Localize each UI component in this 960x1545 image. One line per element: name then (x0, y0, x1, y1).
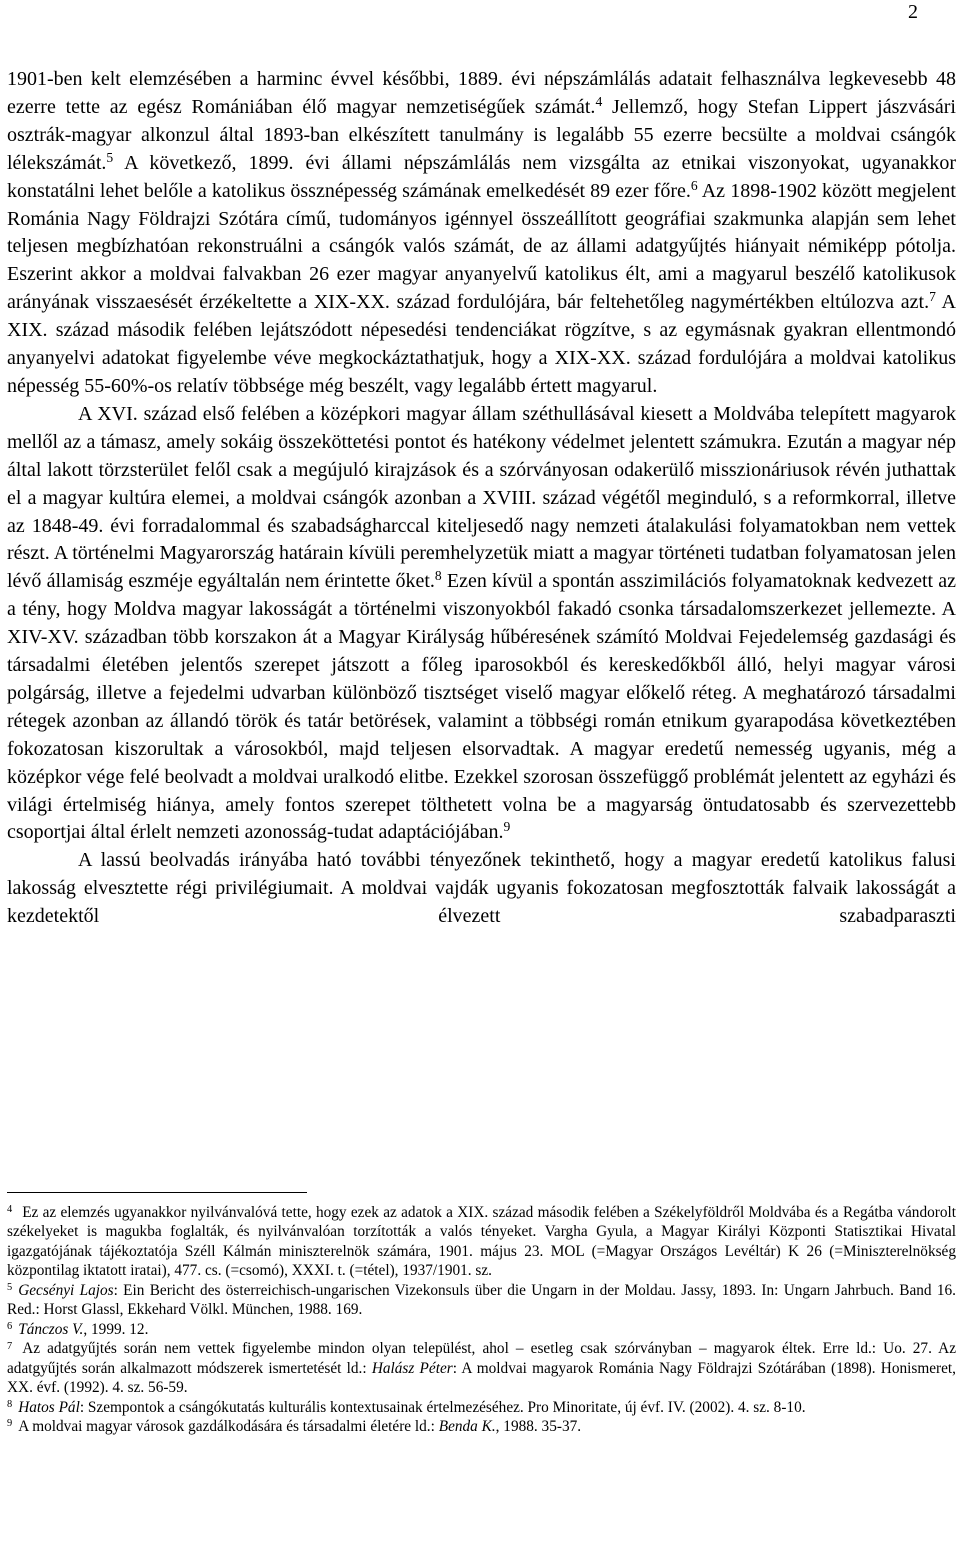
footnote-4-text: Ez az elemzés ugyanakkor nyilvánvalóvá tette, hogy ezek az adatok a XIX. század második felében a Székelyföldről Moldvába és a Regátba vándorolt székelyeket is magukba foglalták, és nyilvánvalóan torzították a valós tényeket. Vargha Gyula, a Magyar Királyi Központi Statisztikai Hivatal igazgatójának tájékoztatója Széll Kálmán miniszterelnök számára, 1901. május 23. MOL (=Magyar Országos Levéltár) K 26 (=Miniszterelnökség központilag iktatott iratai), 477. cs. (=csomó), XXXI. t. (=tétel), 1937/1901. sz. (7, 1204, 956, 1280)
p1-sentence-2: Jellemző, hogy Stefan Lippert jászvásári osztrák-magyar alkonzul által 1893-ban elkészített tanulmány is legalább 55 ezerre becsülte a moldvai csángók lélekszámát. (7, 95, 956, 174)
footnote-9-text: A moldvai magyar városok gazdálkodására és társadalmi életére ld.: (18, 1417, 439, 1435)
p1-sentence-3: A következő, 1899. évi állami népszámlálás nem vizsgálta az etnikai viszonyokat, ugyanakkor konstatálni lehet belőle a katolikus össznépesség számának emelkedését 89 ezer főre. (7, 151, 956, 202)
footnote-7-text-2: : A moldvai magyarok Románia Nagy Földrajzi Szótárában (1898). Honismeret, XX. évf. (1992). 4. sz. 56-59. (7, 1359, 957, 1397)
p1-sentence-1: 1901-ben kelt elemzésében a harminc évvel későbbi, 1889. évi népszámlálás adatait felhasználva legkevesebb 48 ezerre tette az egész Romániában élő magyar nemzetiségűek számát. (7, 68, 956, 118)
footnote-number-5: 5 (7, 1282, 13, 1294)
footnote-7-text: Az adatgyűjtés során nem vettek figyelembe mindon olyan települést, ahol – esetleg csak szórványban – magyarok éltek. Erre ld.: Uo. 27. Az adatgyűjtés során alkalmazott módszerek ismertetését ld.: (7, 1340, 956, 1377)
footnote-8 (7, 1398, 956, 1417)
footnote-9-text-2: , 1988. 35-37. (495, 1417, 582, 1435)
footnote-5 (7, 1281, 956, 1320)
footnote-8-author: Hatos Pál (18, 1398, 80, 1416)
footnote-7 (7, 1339, 956, 1397)
p1-sentence-5: A XIX. század második felében lejátszódott népesedési tendenciákat rögzítve, s az egymásnak gyakran ellentmondó anyanyelvi adatokat figyelembe véve megkockáztathatjuk, hogy a XIX-XX. század fordulójára a moldvai katolikus népesség 55-60%-os relatív többsége még beszélt, vagy legalább értett magyarul. (7, 291, 956, 397)
footnote-ref-4: 4 (595, 94, 603, 110)
footnote-6-author: Tánczos V. (18, 1320, 84, 1338)
footnote-number-9: 9 (7, 1418, 13, 1430)
p1-sentence-4: Az 1898-1902 között megjelent Románia Nagy Földrajzi Szótára című, tudományos igénnyel összeállított geográfiai szakmunka alapján sem lehet teljesen megbízhatóan rekonstruálni a csángók valós számát, de az állami adatgyűjtés hiányait némiképp pótolja. Eszerint akkor a moldvai falvakban 26 ezer magyar anyanyelvű katolikus élt, ami a magyarul beszélő katolikusok arányának visszaesését érzékeltette a XIX-XX. század fordulójára, bár feltehetőleg nagymértékben eltúlozva azt. (7, 179, 956, 314)
footnote-number-8: 8 (7, 1398, 13, 1410)
footnote-8-text: : Szempontok a csángókutatás kulturális kontextusainak értelmezéséhez. Pro Minoritate, új évf. IV. (2002). 4. sz. 8-10. (79, 1398, 806, 1416)
footnote-separator (7, 1192, 307, 1193)
footnote-9 (7, 1417, 956, 1436)
footnote-ref-6: 6 (690, 177, 698, 193)
footnote-ref-8: 8 (434, 568, 442, 584)
p2-sentence-2: Ezen kívül a spontán asszimilációs folyamatoknak kedvezett az a tény, hogy Moldva magyar lakosságát a történelmi viszonyokból fakadó csonka társadalomszerkezet jellemezte. A XIV-XV. században több korszakon át a Magyar Királyság hűbéresének számító Moldvai Fejedelemség gazdasági és társadalmi életében jelentős szerepet játszott a főleg iparosokból és kereskedőkből álló, helyi magyar városi polgárság, illetve a fejedelmi udvarban különböző tisztséget viselő magyar előkelő réteg. A meghatározó társadalmi rétegek azonban az állandó török és tatár betörések, valamint a többségi román etnikum gyarapodása következtében fokozatosan kiszorultak a városokból, majd teljesen elsorvadtak. A magyar eredetű nemesség ugyanis, még a középkor vége felé beolvadt a moldvai uralkodó elitbe. Ezekkel szorosan összefüggő problémát jelentett az egyházi és világi értelmiség hiánya, amely fontos szerepet tölthetett volna be a magyarság öntudatosabb és szervezettebb csoportjai által érlelt nemzeti azonosság-tudat adaptációjában. (7, 570, 957, 844)
body-text (7, 66, 956, 931)
p3-sentence-1: A lassú beolvadás irányába ható további tényezőnek tekinthető, hogy a magyar eredetű katolikus falusi lakosság elvesztette régi privilégiumait. A moldvai vajdák ugyanis fokozatosan megfosztották falvaik lakosságát a kezdetektől élvezett szabadparaszti (7, 849, 956, 928)
footnote-7-author: Halász Péter (371, 1359, 453, 1377)
footnote-5-text: : Ein Bericht des österreichisch-ungarischen Vizekonsuls über die Ungarn in der Moldau. Jassy, 1893. In: Ungarn Jahrbuch. Band 16. Red.: Horst Glassl, Ekkehard Völkl. München, 1988. 169. (7, 1281, 957, 1319)
footnote-number-4: 4 (7, 1204, 13, 1216)
footnote-ref-5: 5 (106, 149, 114, 165)
footnote-number-6: 6 (7, 1321, 13, 1333)
footnote-5-author: Gecsényi Lajos (18, 1281, 114, 1299)
paragraph-2 (7, 401, 956, 848)
footnote-ref-9: 9 (503, 819, 511, 835)
footnote-9-author: Benda K. (438, 1417, 496, 1435)
footnote-6-text: , 1999. 12. (83, 1320, 149, 1338)
footnotes (7, 1203, 956, 1436)
page-number: 2 (908, 1, 918, 23)
footnote-4 (7, 1203, 956, 1281)
footnote-ref-7: 7 (929, 289, 936, 305)
p2-sentence-1: A XVI. század első felében a középkori magyar állam széthullásával kiesett a Moldvába telepített magyarok mellől az a támasz, amely sokáig összeköttetési pontot és hatékony védelmet jelentett számukra. Ezután a magyar nép által lakott törzsterület felől csak a megújuló kirajzások és a szórványosan odakerülő misszionáriusok révén juthattak el a magyar kultúra elemei, a moldvai csángók azonban a XVIII. század végétől meginduló, s a reformkorral, illetve az 1848-49. évi forradalommal és szabadságharccal kiteljesedő nagy nemzeti átalakulási folyamatokban nem vettek részt. A történelmi Magyarország határain kívüli peremhelyzetük miatt a magyar történeti tudatban folyamatosan jelen lévő államiság eszméje egyáltalán nem érintette őket. (7, 402, 956, 593)
paragraph-3 (7, 847, 956, 931)
paragraph-1 (7, 66, 956, 401)
footnote-number-7: 7 (7, 1340, 13, 1352)
footnote-6 (7, 1320, 956, 1339)
